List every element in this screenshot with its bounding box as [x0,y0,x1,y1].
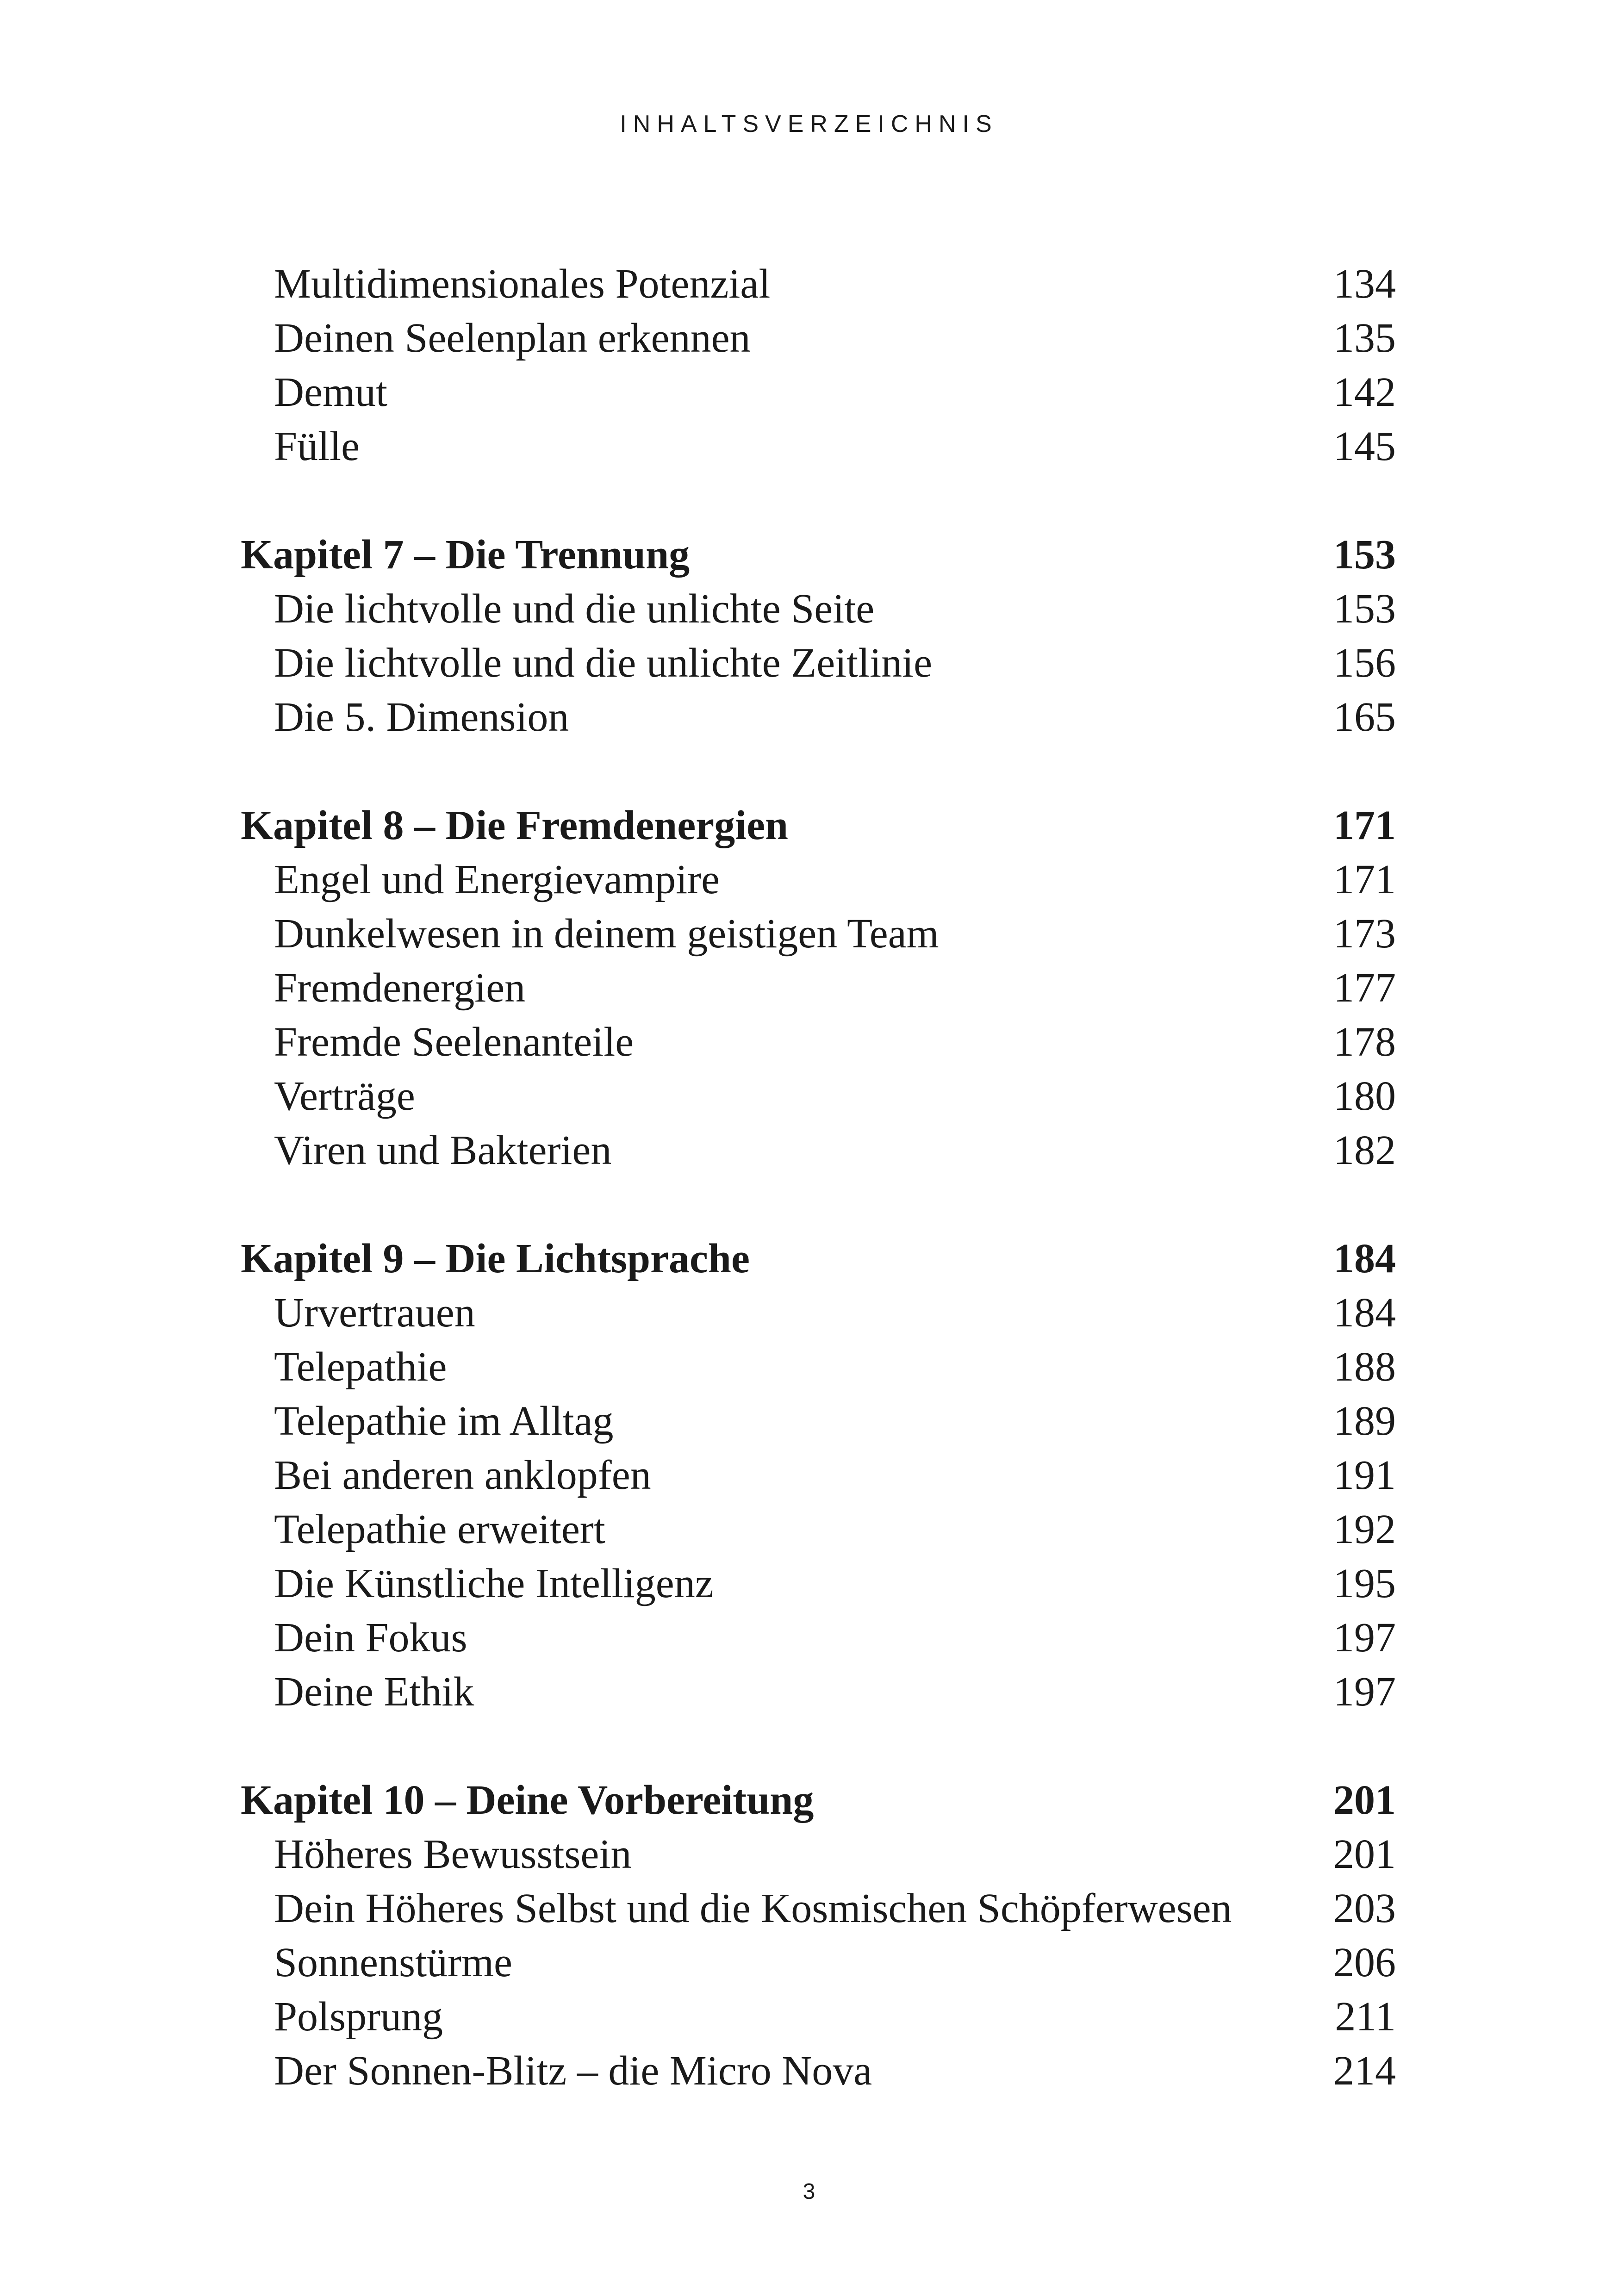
toc-entry-title: Kapitel 9 – Die Lichtsprache [241,1236,750,1282]
toc-section-entry [241,1935,1396,1990]
toc-chapter-entry [241,1232,1396,1286]
toc-entry-page: 165 [1333,694,1396,740]
toc-entry-title: Demut [274,369,387,415]
toc-section-entry [241,1881,1396,1935]
toc-entry-page: 142 [1333,369,1396,415]
toc-section-entry [241,1611,1396,1665]
toc-section-entry [241,1502,1396,1556]
table-of-contents [241,257,1396,2098]
toc-entry-title: Telepathie erweitert [274,1506,605,1552]
toc-entry-title: Verträge [274,1073,415,1119]
toc-entry-page: 195 [1333,1561,1396,1606]
toc-entry-title: Fülle [274,423,360,469]
toc-entry-page: 171 [1333,803,1396,848]
toc-entry-title: Viren und Bakterien [274,1127,612,1173]
toc-section-entry [241,636,1396,690]
toc-chapter-entry [241,1773,1396,1827]
toc-section-entry [241,1556,1396,1611]
toc-entry-page: 145 [1333,423,1396,469]
toc-entry-title: Kapitel 8 – Die Fremdenergien [241,803,789,848]
toc-section-entry [241,582,1396,636]
toc-entry-page: 203 [1333,1885,1396,1931]
toc-entry-title: Deinen Seelenplan erkennen [274,315,751,361]
toc-entry-page: 214 [1333,2048,1396,2094]
toc-entry-title: Die 5. Dimension [274,694,569,740]
toc-section-entry [241,961,1396,1015]
toc-entry-page: 178 [1333,1019,1396,1065]
toc-entry-title: Multidimensionales Potenzial [274,261,771,307]
toc-entry-page: 191 [1333,1452,1396,1498]
toc-entry-title: Bei anderen anklopfen [274,1452,651,1498]
toc-section-entry [241,365,1396,419]
toc-entry-title: Engel und Energievampire [274,857,720,902]
toc-entry-page: 184 [1333,1290,1396,1336]
toc-entry-page: 153 [1333,586,1396,632]
toc-chapter-entry [241,528,1396,582]
toc-section-entry [241,1123,1396,1177]
toc-entry-page: 135 [1333,315,1396,361]
toc-entry-title: Kapitel 10 – Deine Vorbereitung [241,1777,814,1823]
toc-entry-title: Höheres Bewusstsein [274,1831,632,1877]
toc-section-entry [241,1340,1396,1394]
toc-entry-title: Die Künstliche Intelligenz [274,1561,714,1606]
toc-section-entry [241,1069,1396,1123]
toc-entry-title: Telepathie [274,1344,447,1390]
toc-section-entry [241,419,1396,473]
toc-chapter-entry [241,798,1396,852]
toc-entry-page: 173 [1333,911,1396,957]
toc-entry-title: Die lichtvolle und die unlichte Seite [274,586,875,632]
toc-entry-title: Urvertrauen [274,1290,475,1336]
toc-entry-page: 156 [1333,640,1396,686]
toc-section-entry [241,1394,1396,1448]
toc-section-entry [241,1990,1396,2044]
toc-entry-page: 189 [1333,1398,1396,1444]
toc-entry-title: Kapitel 7 – Die Trennung [241,532,690,578]
toc-section-entry [241,852,1396,907]
toc-section-entry [241,1665,1396,1719]
toc-section-entry [241,257,1396,311]
toc-section-entry [241,2044,1396,2098]
toc-entry-page: 171 [1333,857,1396,902]
toc-entry-page: 201 [1333,1777,1396,1823]
toc-section-entry [241,690,1396,744]
toc-entry-title: Der Sonnen-Blitz – die Micro Nova [274,2048,872,2094]
toc-section-entry [241,1015,1396,1069]
toc-entry-page: 182 [1333,1127,1396,1173]
toc-entry-page: 201 [1333,1831,1396,1877]
toc-entry-page: 211 [1335,1994,1396,2040]
toc-entry-page: 184 [1333,1236,1396,1282]
toc-section-entry [241,907,1396,961]
toc-entry-page: 153 [1333,532,1396,578]
toc-entry-title: Dunkelwesen in deinem geistigen Team [274,911,939,957]
toc-entry-page: 134 [1333,261,1396,307]
toc-section-entry [241,1448,1396,1502]
toc-entry-title: Deine Ethik [274,1669,474,1715]
toc-entry-title: Dein Höheres Selbst und die Kosmischen Schöpferwesen [274,1885,1232,1931]
toc-entry-title: Sonnenstürme [274,1940,512,1985]
toc-entry-title: Telepathie im Alltag [274,1398,614,1444]
toc-entry-page: 180 [1333,1073,1396,1119]
toc-entry-title: Dein Fokus [274,1615,467,1661]
toc-entry-title: Fremdenergien [274,965,526,1011]
toc-entry-title: Polsprung [274,1994,443,2040]
toc-entry-page: 206 [1333,1940,1396,1985]
running-head: INHALTSVERZEICHNIS [620,111,998,137]
toc-entry-page: 197 [1333,1669,1396,1715]
toc-entry-page: 177 [1333,965,1396,1011]
toc-entry-page: 192 [1333,1506,1396,1552]
toc-entry-page: 197 [1333,1615,1396,1661]
toc-entry-title: Die lichtvolle und die unlichte Zeitlinie [274,640,933,686]
toc-entry-title: Fremde Seelenanteile [274,1019,634,1065]
toc-entry-page: 188 [1333,1344,1396,1390]
toc-section-entry [241,311,1396,365]
toc-section-entry [241,1286,1396,1340]
page-number: 3 [803,2179,815,2204]
toc-section-entry [241,1827,1396,1881]
